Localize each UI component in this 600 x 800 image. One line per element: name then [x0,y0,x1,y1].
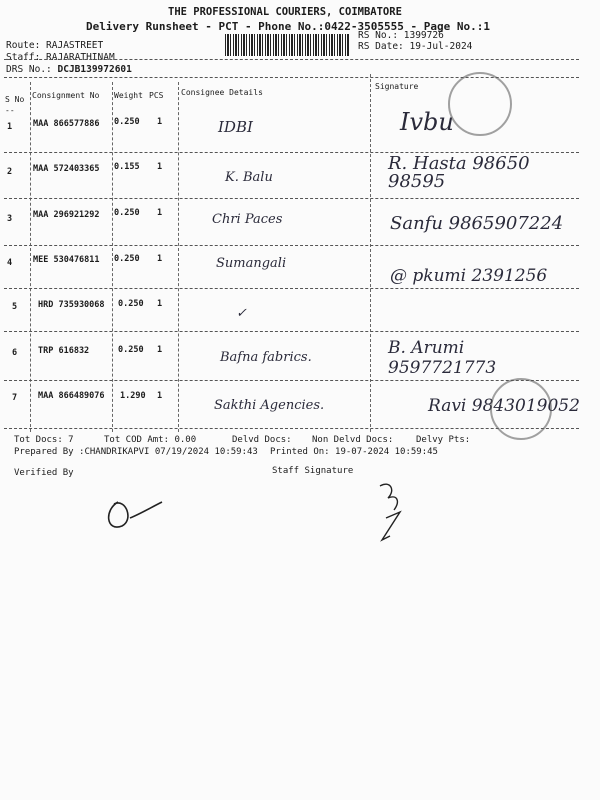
non-delivered-docs: Non Delvd Docs: [312,435,394,445]
row-weight: 0.250 [114,208,140,218]
row-consignment: MAA 296921292 [33,210,100,220]
row-divider [4,331,579,332]
row-sno: 7 [12,393,18,403]
row-pcs: 1 [157,345,163,355]
col-separator: -- [5,106,15,115]
drs-label: DRS No.: [6,64,52,75]
row-divider [4,288,579,289]
row-sno: 5 [12,302,18,312]
route-label: Route: RAJASTREET [6,40,104,51]
company-title: THE PROFESSIONAL COURIERS, COIMBATORE [168,6,402,18]
row-sno: 1 [7,122,13,132]
row-consignee: Sumangali [216,256,287,271]
courier-stamp [490,378,552,440]
barcode [225,34,350,56]
row-consignment: HRD 735930068 [38,300,105,310]
delivery-points: Delvy Pts: [416,435,471,445]
row-signature: Ivbu [400,108,454,136]
row-weight: 0.250 [114,117,140,127]
row-consignee: Chri Paces [212,212,283,227]
printed-on: Printed On: 19-07-2024 10:59:45 [270,447,438,457]
row-divider [4,428,579,429]
row-signature: Ravi 9843019052 [428,396,580,416]
row-divider [4,380,579,381]
row-sno: 3 [7,214,13,224]
drs-number [6,64,132,75]
rs-number: RS No.: 1399726 [358,30,444,41]
row-signature: B. Arumi 9597721773 [388,338,497,378]
col-signature: Signature [375,82,419,91]
row-weight: 1.290 [120,391,146,401]
row-pcs: 1 [157,391,163,401]
row-signature: @ pkumi 2391256 [390,266,548,286]
row-weight: 0.155 [114,162,140,172]
row-pcs: 1 [157,117,163,127]
row-consignee: ✓ [236,306,247,321]
staff-label: Staff: RAJARATHINAM [6,52,115,63]
delivered-docs: Delvd Docs: [232,435,292,445]
column-line [370,74,371,432]
row-signature: Sanfu 9865907224 [390,213,564,234]
runsheet-subtitle: Delivery Runsheet - PCT - Phone No.:0422-3505555 - Page No.:1 [86,20,490,33]
row-pcs: 1 [157,162,163,172]
courier-stamp [448,72,512,136]
verifier-signature [100,488,170,538]
row-consignment: MAA 866489076 [38,391,105,401]
verified-by-label: Verified By [14,468,74,478]
row-pcs: 1 [157,208,163,218]
row-consignee: Bafna fabrics. [220,350,312,365]
divider [4,59,579,60]
col-weight: Weight [114,91,143,100]
row-consignment: MEE 530476811 [33,255,100,265]
row-sno: 2 [7,167,13,177]
total-cod-amount: Tot COD Amt: 0.00 [104,435,197,445]
row-consignment: TRP 616832 [38,346,90,356]
col-pcs: PCS [149,91,164,100]
row-weight: 0.250 [114,254,140,264]
row-consignment: MAA 866577886 [33,119,100,129]
row-consignee: Sakthi Agencies. [214,398,325,413]
drs-value: DCJB139972601 [57,64,132,75]
row-divider [4,245,579,246]
row-signature: R. Hasta 98650 98595 [388,153,530,192]
row-consignment: MAA 572403365 [33,164,100,174]
row-pcs: 1 [157,254,163,264]
total-docs: Tot Docs: 7 [14,435,74,445]
row-pcs: 1 [157,299,163,309]
row-weight: 0.250 [118,345,144,355]
col-consignment: Consignment No [32,91,100,100]
col-sno: S No [5,95,25,104]
rs-date: RS Date: 19-Jul-2024 [358,41,473,52]
staff-signature [370,476,430,556]
row-consignee: IDBI [218,118,253,136]
row-consignee: K. Balu [225,170,273,185]
prepared-by: Prepared By :CHANDRIKAPVI 07/19/2024 10:59:43 [14,447,258,457]
row-weight: 0.250 [118,299,144,309]
row-divider [4,198,579,199]
staff-signature-label: Staff Signature [272,466,354,476]
row-sno: 6 [12,348,18,358]
col-consignee-details: Consignee Details [181,88,263,97]
row-sno: 4 [7,258,13,268]
